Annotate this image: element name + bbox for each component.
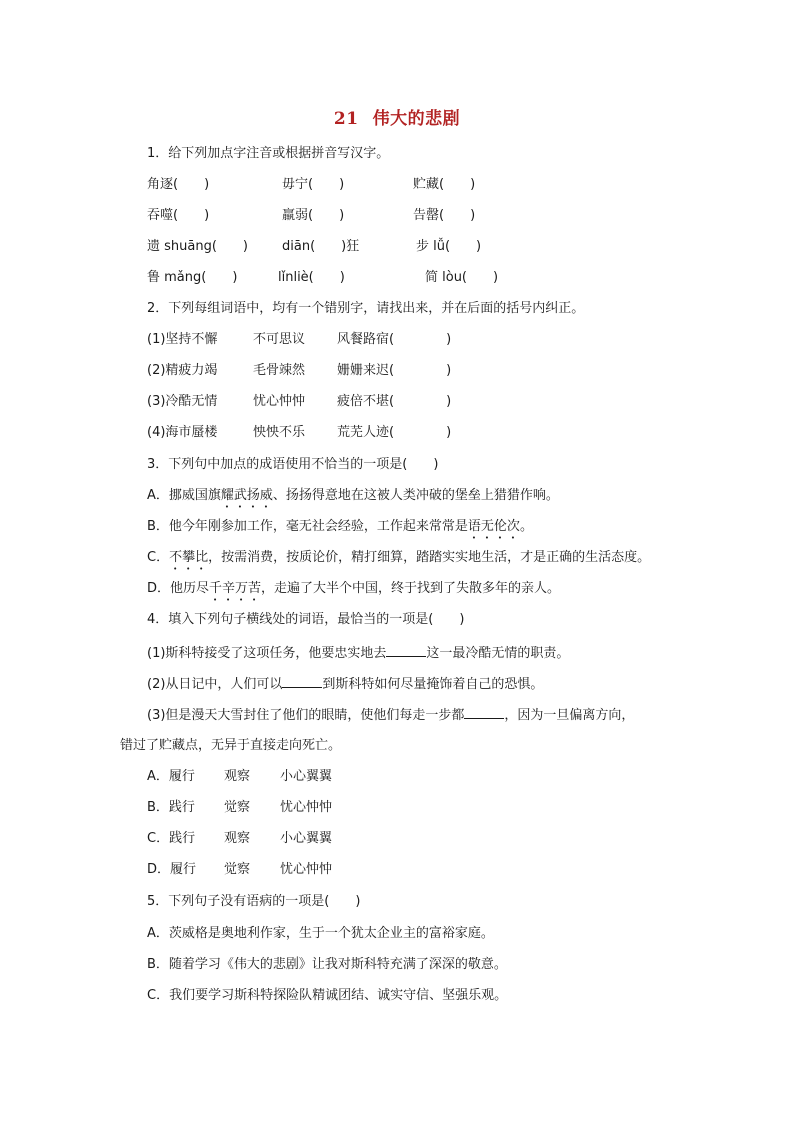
q1-item: diān( )狂 [282, 239, 360, 254]
q1-item: 贮藏( ) [413, 177, 476, 192]
q4-option: C．践行 [147, 831, 196, 846]
q1-item: 毋宁( ) [282, 177, 345, 192]
q4-sentence-1: (1)斯科特接受了这项任务，他要忠实地去 这一最冷酷无情的职责。 [147, 646, 570, 661]
q2-stem: 2．下列每组词语中，均有一个错别字，请找出来，并在后面的括号内纠正。 [147, 301, 585, 316]
q2-item: (2)精疲力竭 [147, 363, 218, 378]
q4-option: 小心翼翼 [280, 769, 333, 784]
q4-option: D．履行 [147, 862, 197, 877]
q4-option: 小心翼翼 [280, 831, 333, 846]
q3-option-b: B．他今年刚参加工作，毫无社会经验，工作起来常常是语无伦次。 [147, 519, 533, 534]
q3-option-a: A．挪威国旗耀武扬威、扬扬得意地在这被人类冲破的堡垒上猎猎作响。 [147, 488, 559, 503]
q4-sentence-2: (2)从日记中，人们可以 到斯科特如何尽量掩饰着自己的恐惧。 [147, 677, 544, 692]
q1-stem: 1．给下列加点字注音或根据拼音写汉字。 [147, 146, 390, 161]
q4-option: 观察 [224, 769, 251, 784]
q1-item: 羸弱( ) [282, 208, 345, 223]
q4-option: 观察 [224, 831, 251, 846]
q5-stem: 5．下列句子没有语病的一项是( ) [147, 894, 361, 909]
dotted-idiom: 耀武扬威 [220, 488, 273, 503]
q2-item: 疲倍不堪( ) [337, 394, 452, 409]
q4-option: 忧心忡忡 [280, 800, 333, 815]
q4-option: B．践行 [147, 800, 195, 815]
q2-item: 风餐路宿( ) [337, 332, 452, 347]
q1-item: 告罄( ) [413, 208, 476, 223]
q3-stem: 3．下列句中加点的成语使用不恰当的一项是( ) [147, 457, 439, 472]
q1-item: 角逐( ) [147, 177, 210, 192]
q2-item: 姗姗来迟( ) [337, 363, 452, 378]
q4-sentence-3: (3)但是漫天大雪封住了他们的眼睛，使他们每走一步都 ，因为一旦偏离方向， [147, 708, 635, 723]
q2-item: (1)坚持不懈 [147, 332, 218, 347]
q4-option: 觉察 [224, 862, 251, 877]
q1-item: 步 lǚ( ) [416, 239, 482, 254]
q3-option-d: D．他历尽千辛万苦，走遍了大半个中国，终于找到了失散多年的亲人。 [147, 581, 561, 596]
q1-item: 吞噬( ) [147, 208, 210, 223]
fill-blank [282, 675, 322, 688]
dotted-idiom: 语无伦次 [467, 519, 520, 534]
q3-option-c: C．不攀比，按需消费，按质论价，精打细算，踏踏实实地生活，才是正确的生活态度。 [147, 550, 651, 565]
q2-item: (4)海市蜃楼 [147, 425, 218, 440]
q2-item: 不可思议 [253, 332, 306, 347]
q1-item: 遗 shuāng( ) [147, 239, 248, 254]
fill-blank [386, 644, 426, 657]
q2-item: (3)冷酷无情 [147, 394, 218, 409]
fill-blank [464, 706, 504, 719]
q5-option-a: A．茨威格是奥地利作家，生于一个犹太企业主的富裕家庭。 [147, 926, 494, 941]
q5-option-b: B．随着学习《伟大的悲剧》让我对斯科特充满了深深的敬意。 [147, 957, 507, 972]
q1-item: 简 lòu( ) [425, 270, 499, 285]
q1-item: 鲁 mǎng( ) [147, 270, 238, 285]
title-text: 伟大的悲剧 [372, 109, 461, 129]
page-title [0, 104, 794, 129]
q4-option: A．履行 [147, 769, 195, 784]
dotted-idiom: 不攀比 [169, 550, 209, 565]
q4-sentence-3-continued: 错过了贮藏点，无异于直接走向死亡。 [120, 738, 342, 753]
q2-item: 毛骨竦然 [253, 363, 306, 378]
q1-item: lǐnliè( ) [278, 270, 345, 285]
q4-option: 觉察 [224, 800, 251, 815]
q2-item: 怏怏不乐 [253, 425, 306, 440]
q2-item: 荒芜人迹( ) [337, 425, 452, 440]
q5-option-c: C．我们要学习斯科特探险队精诚团结、诚实守信、坚强乐观。 [147, 988, 508, 1003]
q2-item: 忧心忡忡 [253, 394, 306, 409]
dotted-idiom: 千辛万苦 [209, 581, 262, 596]
q4-stem: 4．填入下列句子横线处的词语，最恰当的一项是( ) [147, 612, 465, 627]
q4-option: 忧心忡忡 [280, 862, 333, 877]
title-number: 21 [333, 109, 359, 129]
